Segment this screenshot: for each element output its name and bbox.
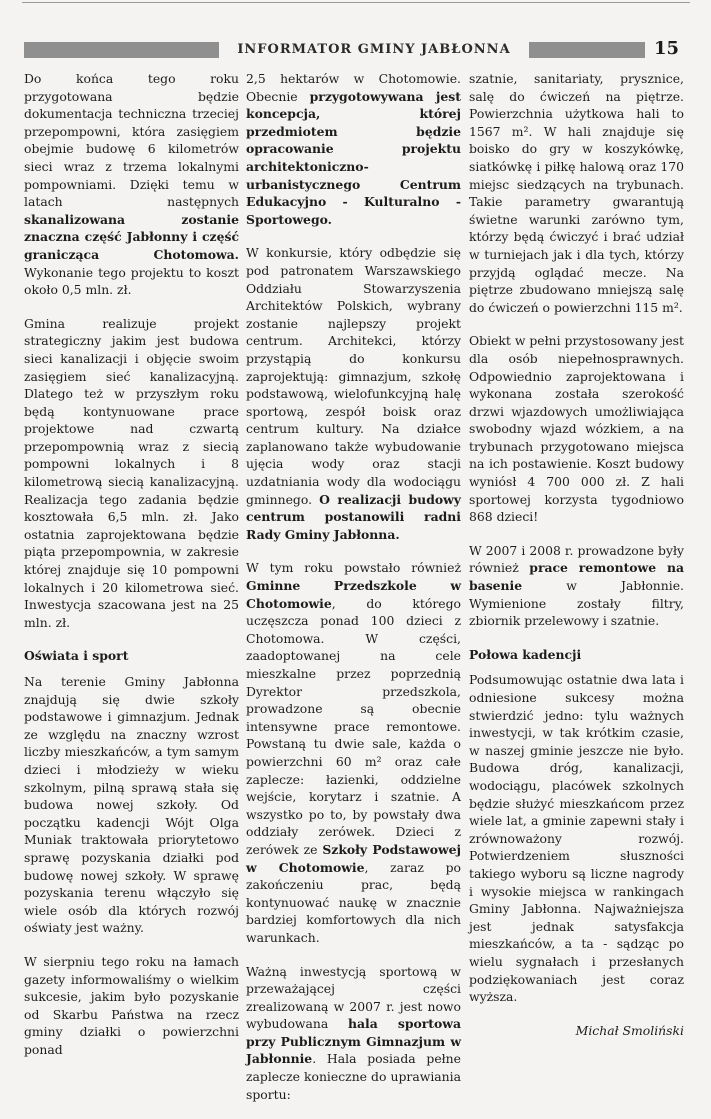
column-2: [246, 70, 461, 1119]
paragraph: 2,5 hektarów w Chotomowie. Obecnie przygotowywana jest koncepcja, której przedmiotem będzie opracowanie projektu architektoniczno-urbanistycznego Centrum Edukacyjno - Kulturalno - Sportowego.: [246, 71, 461, 227]
paragraph: Na terenie Gminy Jabłonna znajdują się dwie szkoły podstawowe i gimnazjum. Jednak ze względu na znaczny wzrost liczby mieszkańców, a tym samym dzieci i młodzieży w wieku szkolnym, pilną sprawą stała się budowa nowej szkoły. Od początku kadencji Wójt Olga Muniak traktowała priorytetowo sprawę pozyskania działki pod budowę nowej szkoły. W sprawę pozyskania terenu włączyło się wiele osób dla których rozwój oświaty jest ważny.: [24, 674, 239, 936]
section-heading: Połowa kadencji: [469, 646, 582, 662]
paragraph: Ważną inwestycją sportową w przeważającej części zrealizowaną w 2007 r. jest nowo wybudowana hala sportowa przy Publicznym Gimnazjum w Jabłonnie. Hala posiada pełne zaplecze konieczne do uprawiania sportu:: [246, 963, 461, 1102]
paragraph: W sierpniu tego roku na łamach gazety informowaliśmy o wielkim sukcesie, jakim było pozyskanie od Skarbu Państwa na rzecz gminy działki o powierzchni ponad: [24, 953, 239, 1057]
paragraph: W 2007 i 2008 r. prowadzone były również prace remontowe na basenie w Jabłonnie. Wymienione zostały filtry, zbiornik przelewowy i szatnie.: [469, 542, 684, 629]
header-title: INFORMATOR GMINY JABŁONNA: [219, 42, 529, 58]
page-number: 15: [645, 39, 679, 59]
paragraph: Gmina realizuje projekt strategiczny jakim jest budowa sieci kanalizacji i objęcie swoim zasięgiem sieć kanalizacyjną. Dlatego też w przyszłym roku będą kontynuowane prace projektowe nad czwartą przepompownią wraz z siecią pompowni lokalnych i 8 kilometrową siecią kanalizacyjną. Realizacja tego zadania będzie kosztowała 6,5 mln. zł. Jako ostatnia zaprojektowana będzie piąta przepompownia, w zakresie której znajduje się 10 pompowni lokalnych i 20 kilometrowa sieć. Inwestycja szacowana jest na 25 mln. zł.: [24, 315, 239, 630]
column-1: [24, 70, 239, 1074]
author-signature: Michał Smoliński: [575, 1022, 684, 1038]
paragraph: Podsumowując ostatnie dwa lata i odniesione sukcesy można stwierdzić jedno: tylu ważnych inwestycji, w tak krótkim czasie, w naszej gminie jeszcze nie było. Budowa dróg, kanalizacji, wodociągu, placówek szkolnych będzie służyć mieszkańcom przez wiele lat, a gminie zapewni stały i zrównoważony rozwój. Potwierdzeniem słuszności takiego wyboru są liczne nagrody i wysokie miejsca w rankingach Gminy Jabłonna. Najważniejsza jest jednak satysfakcja mieszkańców, a ta - sądząc po wielu sygnałach i przesłanych podziękowaniach jest coraz wyższa.: [469, 672, 684, 1005]
column-3: [469, 70, 684, 1039]
top-rule: [22, 2, 690, 3]
section-heading: Oświata i sport: [24, 648, 129, 664]
header-bar: [24, 38, 679, 59]
paragraph: W tym roku powstało również Gminne Przedszkole w Chotomowie, do którego uczęszcza ponad 100 dzieci z Chotomowa. W części, zaadoptowanej na cele mieszkalne przez poprzednią Dyrektor przedszkola, prowadzone są obecnie intensywne prace remontowe. Powstaną tu dwie sale, każda o powierzchni 60 m² oraz całe zaplecze: łazienki, oddzielne wejście, korytarz i szatnie. A wszystko po to, by powstały dwa oddziały zerówek. Dzieci z zerówek ze Szkoły Podstawowej w Chotomowie, zaraz po zakończeniu prac, będą kontynuować naukę w znacznie bardziej komfortowych dla nich warunkach.: [246, 560, 461, 945]
paragraph: szatnie, sanitariaty, prysznice, salę do ćwiczeń na piętrze. Powierzchnia użytkowa hali to 1567 m². W hali znajduje się boisko do gry w koszykówkę, siatkówkę i piłkę halową oraz 170 miejsc siedzących na trybunach. Takie parametry gwarantują świetne warunki zarówno tym, którzy będą ćwiczyć i brać udział w turniejach jak i dla tych, którzy przyjdą oglądać mecze. Na piętrze zbudowano mniejszą salę do ćwiczeń o powierzchni 115 m².: [469, 71, 684, 315]
paragraph: W konkursie, który odbędzie się pod patronatem Warszawskiego Oddziału Stowarzyszenia Architektów Polskich, wybrany zostanie najlepszy projekt centrum. Architekci, którzy przystąpią do konkursu zaprojektują: gimnazjum, szkołę podstawową, wielofunkcyjną halę sportową, zespół boisk oraz centrum kultury. Na działce zaplanowano także wybudowanie ujęcia wody oraz stacji uzdatniania wody dla wodociągu gminnego. O realizacji budowy centrum postanowili radni Rady Gminy Jabłonna.: [246, 245, 461, 542]
paragraph: Do końca tego roku przygotowana będzie dokumentacja techniczna trzeciej przepompowni, która zasięgiem obejmie budowę 6 kilometrów sieci wraz z trzema lokalnymi pompowniami. Dzięki temu w latach następnych skanalizowana zostanie znaczna część Jabłonny i część granicząca Chotomowa. Wykonanie tego projektu to koszt około 0,5 mln. zł.: [24, 71, 239, 298]
paragraph: Obiekt w pełni przystosowany jest dla osób niepełnosprawnych. Odpowiednio zaprojektowana i wykonana została szerokość drzwi wjazdowych umożliwiająca swobodny wjazd wózkiem, a na trybunach przygotowano miejsca na ich postawienie. Koszt budowy wyniósł 4 700 000 zł. Z hali sportowej korzysta tygodniowo 868 dzieci!: [469, 333, 684, 525]
